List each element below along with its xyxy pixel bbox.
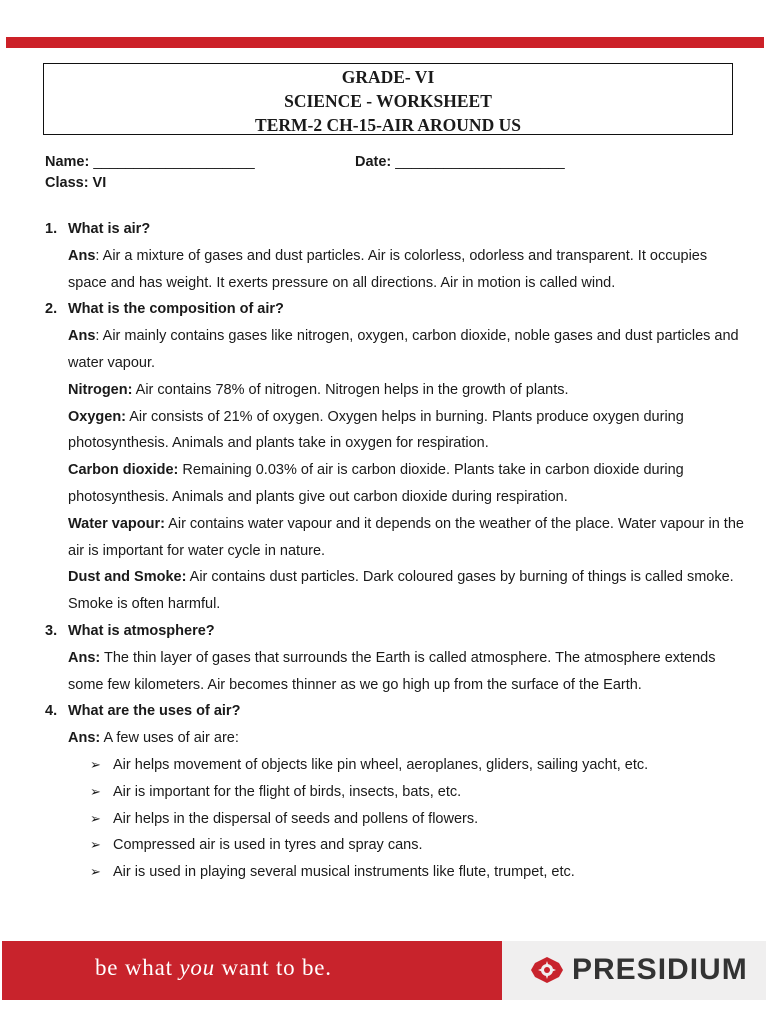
class-field: Class: VI [45,175,107,191]
ans-label: Ans: [68,649,101,666]
component-oxygen [45,404,745,458]
title-chapter: TERM-2 CH-15-AIR AROUND US [255,115,521,135]
footer-slogan [95,955,332,981]
arrowhead-icon: ➢ [90,810,101,826]
use-text: Compressed air is used in tyres and spray cans. [113,837,423,854]
ans-label: Ans [68,328,96,345]
question-3 [45,618,745,645]
component-water-vapour [45,511,745,565]
ans-label: Ans: [68,730,101,747]
list-item [90,859,745,886]
date-field [355,154,565,170]
top-red-bar [6,37,764,48]
slogan-end: want to be. [214,955,332,980]
question-text: What is the composition of air? [68,301,284,318]
slogan-you: you [179,955,215,980]
component-text: Air contains 78% of nitrogen. Nitrogen helps in the growth of plants. [132,381,569,398]
question-1 [45,216,745,243]
name-blank: ____________________ [93,154,255,170]
ans-text: The thin layer of gases that surrounds the Earth is called atmosphere. The atmosphere extends some few kilometers. Air becomes thinner as we go high up from the surface of the Earth. [68,649,716,693]
component-label: Dust and Smoke: [68,569,187,586]
presidium-emblem-icon [527,955,567,985]
component-text: Air contains dust particles. Dark coloured gases by burning of things is called smoke. Smoke is often harmful. [68,569,734,613]
list-item [90,779,745,806]
ans-text: A few uses of air are: [100,730,239,747]
worksheet-title-box [43,63,733,135]
component-dust-smoke [45,564,745,618]
title-subject: SCIENCE - WORKSHEET [284,91,492,111]
arrowhead-icon: ➢ [90,837,101,853]
component-label: Oxygen: [68,408,127,425]
arrowhead-icon: ➢ [90,783,101,799]
date-blank: _____________________ [395,154,565,170]
question-4 [45,698,745,725]
ans-text: : Air a mixture of gases and dust particles. Air is colorless, odorless and transparent. It occupies space and has weight. It exerts pressure on all directions. Air in motion is called wind. [68,247,708,291]
use-text: Air helps movement of objects like pin wheel, aeroplanes, gliders, sailing yacht, etc. [113,756,649,773]
question-text: What is air? [68,221,151,237]
brand-name: PRESIDIUM [572,953,748,986]
title-grade: GRADE- VI [341,67,435,87]
component-text: Remaining 0.03% of air is carbon dioxide. Plants take in carbon dioxide during photosynthesis. Animals and plants give out carbon dioxide during respiration. [68,462,684,505]
component-label: Nitrogen: [68,381,133,398]
answer-1 [45,243,745,297]
question-number: 1. [45,221,58,237]
component-carbon-dioxide [45,457,745,511]
component-nitrogen [45,377,745,404]
slogan-start: be what [95,955,180,980]
use-text: Air is important for the flight of birds, insects, bats, etc. [113,783,462,800]
component-label: Water vapour: [68,515,165,532]
component-text: Air consists of 21% of oxygen. Oxygen helps in burning. Plants produce oxygen during photosynthesis. Animals and plants take in oxygen for respiration. [68,408,684,452]
list-item [90,752,745,779]
question-2 [45,296,745,323]
arrowhead-icon: ➢ [90,864,101,880]
worksheet-content [45,216,745,886]
ans-text: : Air mainly contains gases like nitrogen, oxygen, carbon dioxide, noble gases and dust particles and water vapour. [68,328,739,371]
ans-label: Ans [68,247,96,264]
name-label: Name: [45,154,90,170]
use-text: Air is used in playing several musical instruments like flute, trumpet, etc. [113,864,575,881]
uses-list [45,752,745,886]
list-item [90,832,745,859]
question-text: What is atmosphere? [68,622,215,639]
question-number: 2. [45,301,58,318]
answer-2 [45,323,745,377]
name-field [45,154,255,170]
use-text: Air helps in the dispersal of seeds and pollens of flowers. [113,810,479,827]
answer-3 [45,645,745,699]
answer-4 [45,725,745,752]
question-number: 3. [45,622,58,639]
list-item [90,806,745,833]
component-text: Air contains water vapour and it depends on the weather of the place. Water vapour in the air is important for water cycle in nature. [68,515,744,559]
question-text: What are the uses of air? [68,703,241,720]
arrowhead-icon: ➢ [90,756,101,772]
question-number: 4. [45,703,58,720]
component-label: Carbon dioxide: [68,462,179,479]
date-label: Date: [355,154,392,170]
